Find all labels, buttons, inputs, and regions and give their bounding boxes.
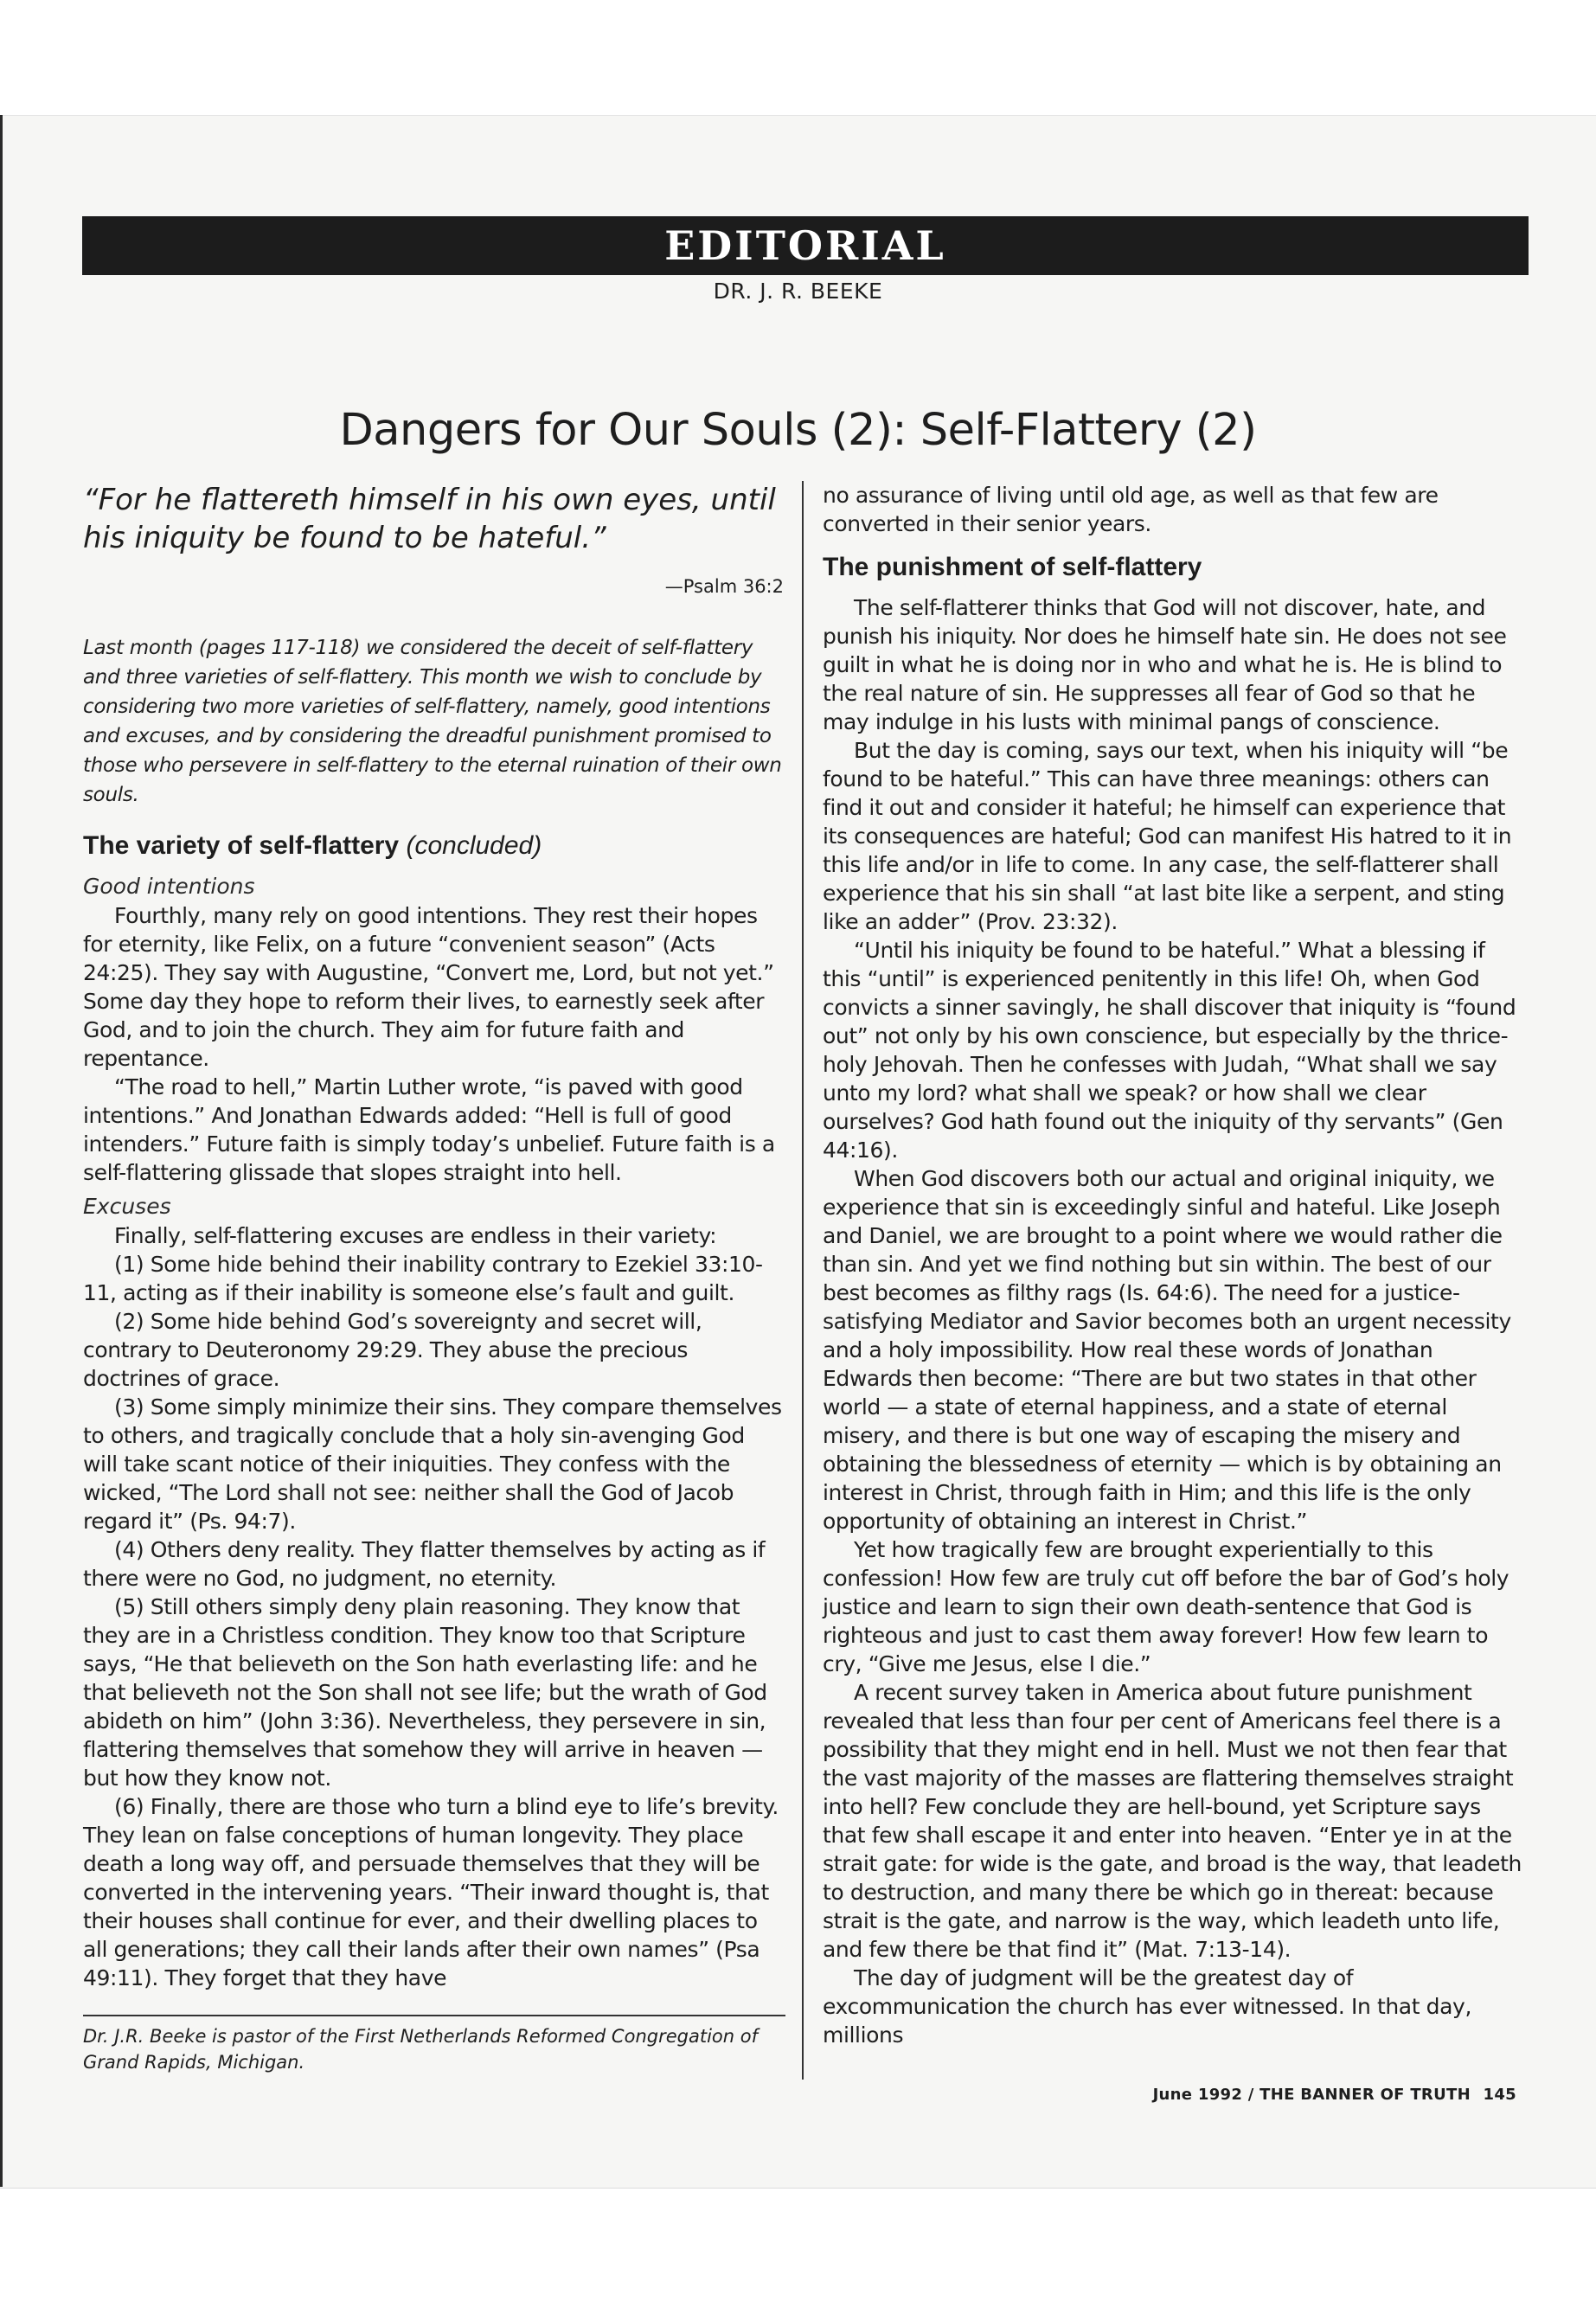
paragraph: (2) Some hide behind God’s sovereignty and secret will, contrary to Deuteronomy 29:29. They abuse the precious doctrines of grace.: [83, 1309, 702, 1391]
section-heading-text: The variety of self-flattery: [83, 831, 400, 860]
paragraph-continued: no assurance of living until old age, as well as that few are converted in their senior years.: [823, 483, 1439, 536]
paragraph: When God discovers both our actual and original iniquity, we experience that sin is exceedingly sinful and hateful. Like Joseph and Daniel, we are brought to a point where we would rather die than sin. And yet we find nothing but sin within. The best of our best becomes as filthy rags (Is. 64:6). The need for a justice-satisfying Mediator and Savior becomes both an urgent necessity and a holy impossibility. How real these words of Jonathan Edwards then become: “There are but two states in that other world — a state of eternal happiness, and a state of eternal misery, and there is but one way of escaping the misery and obtaining the blessedness of eternity — which is by obtaining an interest in Christ, through faith in Him; and this life is the only opportunity of obtaining an interest in Christ.”: [823, 1166, 1511, 1534]
paragraph: The self-flatterer thinks that God will not discover, hate, and punish his iniquity. Nor does he himself hate sin. He does not see guilt in what he is doing nor in who and what he is. He is blind to the real nature of sin. He suppresses all fear of God so that he may indulge in his lusts with minimal pangs of conscience.: [823, 595, 1507, 734]
page-number: 145: [1483, 2086, 1516, 2104]
paragraph: (4) Others deny reality. They flatter themselves by acting as if there were no God, no judgment, no eternity.: [83, 1537, 766, 1591]
section-label: EDITORIAL: [664, 222, 946, 269]
author-footnote: Dr. J.R. Beeke is pastor of the First Netherlands Reformed Congregation of Grand Rapids, Michigan.: [83, 2026, 758, 2073]
footnote-rule: [83, 2015, 785, 2016]
section-heading-variety: [83, 829, 784, 863]
subheading-good-intentions: Good intentions: [83, 874, 255, 899]
subheading-excuses: Excuses: [83, 1194, 171, 1219]
paragraph: A recent survey taken in America about future punishment revealed that less than four per cent of Americans feel there is a possibility that they might end in hell. Must we not then fear that the vast majority of the masses are flattering themselves straight into hell? Few conclude they are hell-bound, yet Scripture says that few shall escape it and enter into heaven. “Enter ye in at the strait gate: for wide is the gate, and broad is the way, that leadeth to destruction, and many there be which go in thereat: because strait is the gate, and narrow is the way, which leadeth unto life, and few there be that find it” (Mat. 7:13-14).: [823, 1680, 1522, 1962]
paragraph: “The road to hell,” Martin Luther wrote, “is paved with good intentions.” And Jonathan Edwards added: “Hell is full of good intenders.” Future faith is simply today’s unbelief. Future faith is a self-flattering glissade that slopes straight into hell.: [83, 1074, 775, 1185]
paragraph: (1) Some hide behind their inability contrary to Ezekiel 33:10-11, acting as if their inability is someone else’s fault and guilt.: [83, 1252, 763, 1305]
intro-paragraph: Last month (pages 117-118) we considered the deceit of self-flattery and three varieties of self-flattery. This month we wish to conclude by considering two more varieties of self-flattery, namely, good intentions and excuses, and by considering the dreadful punishment promised to those who persevere in self-flattery to the eternal ruination of their own souls.: [83, 637, 782, 806]
paragraph: (5) Still others simply deny plain reasoning. They know that they are in a Christless condition. They know too that Scripture says, “He that believeth on the Son hath everlasting life: and he that believeth not the Son shall not see life; but the wrath of God abideth on him” (John 3:36). Nevertheless, they persevere in sin, flattering themselves that somehow they will arrive in heaven — but how they know not.: [83, 1594, 767, 1791]
article-title: Dangers for Our Souls (2): Self-Flattery (2): [339, 405, 1257, 456]
paragraph: Finally, self-flattering excuses are endless in their variety:: [114, 1223, 717, 1248]
column-divider: [802, 481, 804, 2080]
paragraph: (3) Some simply minimize their sins. They compare themselves to others, and tragically conclude that a holy sin-avenging God will take scant notice of their iniquities. They confess with the wicked, “The Lord shall not see: neither shall the God of Jacob regard it” (Ps. 94:7).: [83, 1394, 782, 1534]
paragraph: “Until his iniquity be found to be hateful.” What a blessing if this “until” is experienced penitently in this life! Oh, when God convicts a sinner savingly, he shall discover that iniquity is “found out” not only by his own conscience, but especially by the thrice-holy Jehovah. Then he confesses with Judah, “What shall we say unto my lord? what shall we speak? or how shall we clear ourselves? God hath found out the iniquity of thy servants” (Gen 44:16).: [823, 938, 1516, 1163]
section-heading-punishment: The punishment of self-flattery: [823, 553, 1202, 581]
epigraph-reference: —Psalm 36:2: [664, 576, 784, 597]
section-banner: [82, 216, 1529, 275]
author-line: DR. J. R. BEEKE: [713, 279, 883, 304]
paragraph: But the day is coming, says our text, when his iniquity will “be found to be hateful.” This can have three meanings: others can find it out and consider it hateful; he himself can experience that its consequences are hateful; God can manifest His hatred to it in this life and/or in life to come. In any case, the self-flatterer shall experience that his sin shall “at last bite like a serpent, and sting like an adder” (Prov. 23:32).: [823, 738, 1512, 934]
issue-line: June 1992 / THE BANNER OF TRUTH: [1152, 2086, 1471, 2104]
paragraph: The day of judgment will be the greatest day of excommunication the church has ever witnessed. In that day, millions: [823, 1965, 1471, 2048]
epigraph: “For he flattereth himself in his own eyes, until his iniquity be found to be hateful.”: [83, 483, 776, 555]
paragraph: Yet how tragically few are brought experientially to this confession! How few are truly cut off before the bar of God’s holy justice and learn to sign their own death-sentence that God is righteous and just to cast them away forever! How few learn to cry, “Give me Jesus, else I die.”: [823, 1537, 1509, 1676]
right-column: [823, 481, 1525, 2049]
paragraph: Fourthly, many rely on good intentions. They rest their hopes for eternity, like Felix, on a future “convenient season” (Acts 24:25). They say with Augustine, “Convert me, Lord, but not yet.” Some day they hope to reform their lives, to earnestly seek after God, and to join the church. They aim for future faith and repentance.: [83, 903, 774, 1071]
page-folio: [1153, 2086, 1516, 2104]
paragraph: (6) Finally, there are those who turn a blind eye to life’s brevity. They lean on false conceptions of human longevity. They place death a long way off, and persuade themselves that they will be converted in the intervening years. “Their inward thought is, that their houses shall continue for ever, and their dwelling places to all generations; they call their lands after their own names” (Psa 49:11). They forget that they have: [83, 1794, 779, 1990]
left-column: [83, 481, 784, 2075]
section-heading-note: (concluded): [406, 831, 542, 860]
